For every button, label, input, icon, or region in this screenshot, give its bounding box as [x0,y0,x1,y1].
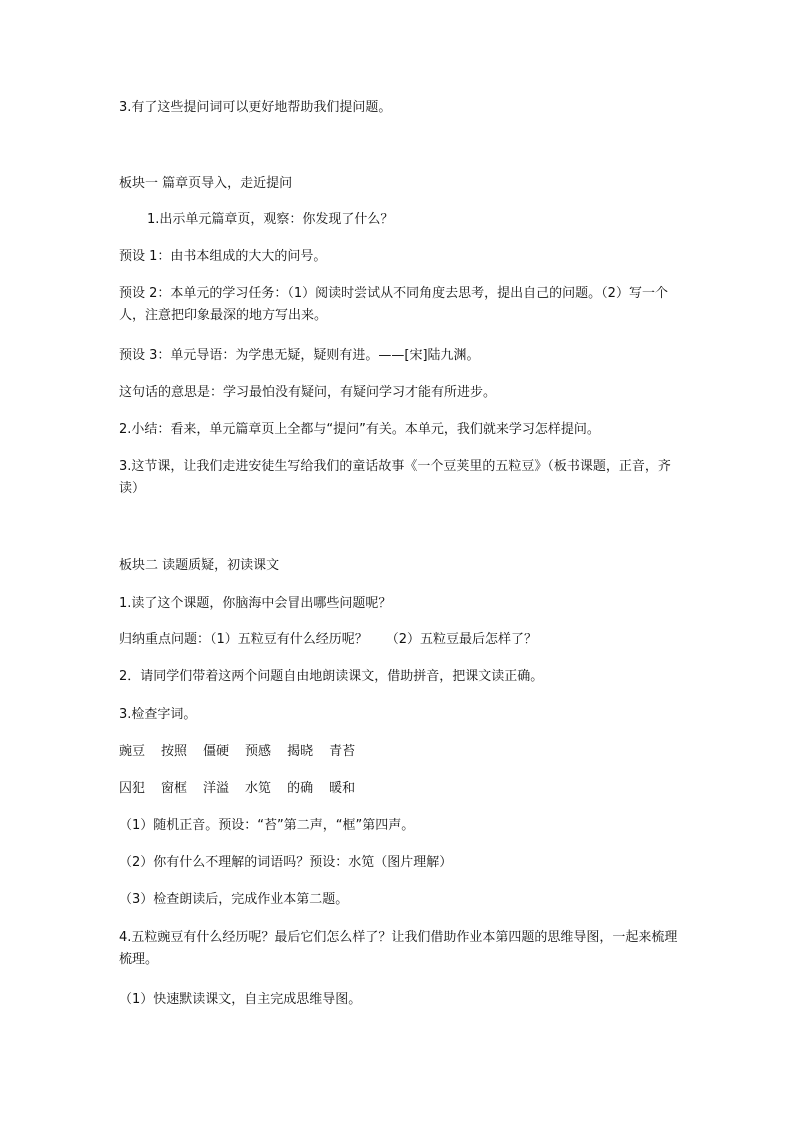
section2-q2: 2．请同学们带着这两个问题自由地朗读课文，借助拼音，把课文读正确。 [119,669,544,684]
word-row-1 [119,741,371,763]
section1-step1: 1.出示单元篇章页，观察：你发现了什么？ [147,212,394,227]
section1-summary: 2.小结：看来，单元篇章页上全都与“提问”有关。本单元，我们就来学习怎样提问。 [119,422,600,437]
section2-summary-questions [119,629,537,651]
word: 的确 [287,781,314,796]
section1-preset3: 预设 3：单元导语：为学患无疑，疑则有进。——[宋]陆九渊。 [119,348,480,363]
section2-heading: 板块二 读题质疑，初读课文 [119,558,280,573]
summary-question-b: （2）五粒豆最后怎样了？ [385,632,538,647]
section2-sub4: （1）快速默读课文，自主完成思维导图。 [119,992,362,1007]
word: 预感 [245,744,272,759]
word: 僵硬 [203,744,230,759]
intro-line: 3.有了这些提问词可以更好地帮助我们提问题。 [119,100,392,115]
word: 洋溢 [203,781,230,796]
word: 豌豆 [119,744,146,759]
section2-q3: 3.检查字词。 [119,707,197,722]
summary-question-a: 归纳重点问题：（1）五粒豆有什么经历呢？ [119,632,368,647]
word: 青苔 [329,744,356,759]
section2-q4: 4.五粒豌豆有什么经历呢？最后它们怎么样了？让我们借助作业本第四题的思维导图，一起来梳理梳理。 [119,930,678,967]
section1-meaning: 这句话的意思是：学习最怕没有疑问，有疑问学习才能有所进步。 [119,385,497,400]
word-row-2 [119,778,371,800]
section1-preset1: 预设 1：由书本组成的大大的问号。 [119,249,327,264]
section2-sub2: （2）你有什么不理解的词语吗？预设：水笕（图片理解） [119,855,453,870]
section2-sub3: （3）检查朗读后，完成作业本第二题。 [119,892,349,907]
section1-heading: 板块一 篇章页导入，走近提问 [119,176,293,191]
word: 囚犯 [119,781,146,796]
word: 窗框 [161,781,188,796]
word: 揭晓 [287,744,314,759]
section1-preset2: 预设 2：本单元的学习任务：（1）阅读时尝试从不同角度去思考，提出自己的问题。（2）写一个人，注意把印象最深的地方写出来。 [119,286,668,323]
section2-sub1: （1）随机正音。预设：“苔”第二声，“框”第四声。 [119,818,415,833]
section2-q1: 1.读了这个课题，你脑海中会冒出哪些问题呢？ [119,596,392,611]
word: 按照 [161,744,188,759]
word: 暖和 [329,781,356,796]
section1-step3: 3.这节课，让我们走进安徒生写给我们的童话故事《一个豆荚里的五粒豆》（板书课题，正音，齐读） [119,459,671,496]
word: 水笕 [245,781,272,796]
